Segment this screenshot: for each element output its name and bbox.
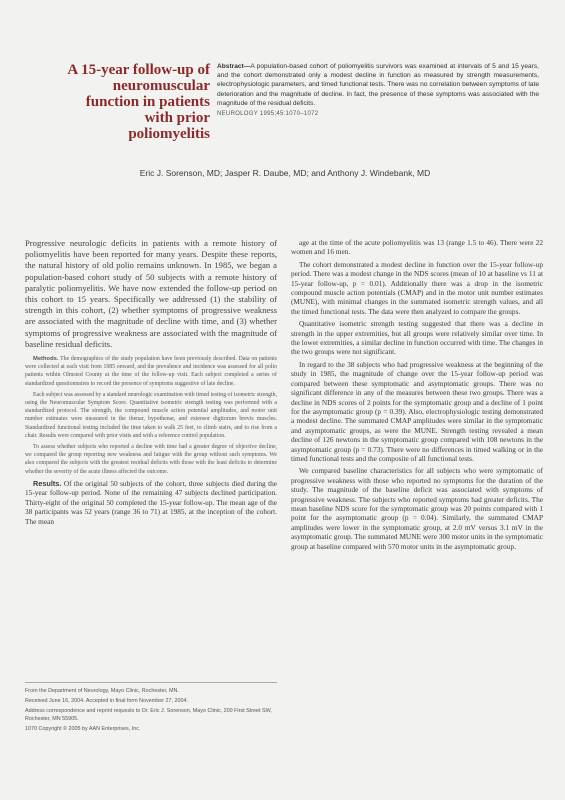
left-column: [25, 238, 277, 529]
results-paragraph: Of the original 50 subjects of the cohort, three subjects died during the 15-year follow-up period. None of the remaining 47 subjects declined participation. Thirty-eight of the original 50 completed the 15-year follow-up. The mean age of the 38 participants was 52 years (range 36 to 71) at 1985, at the inception of the cohort. The mean: [25, 478, 277, 526]
title-line: A 15-year follow-up of: [67, 62, 210, 78]
footnote-received: Received June 16, 2004. Accepted in final form November 27, 2004.: [25, 698, 189, 704]
body-paragraph: In regard to the 38 subjects who had progressive weakness at the beginning of the study in 1985, the magnitude of change over the 15-year follow-up period was compared between these symptomatic and asymptomatic groups. There was no significant difference in any of the measures between these two groups. There was a decline in NDS scores of 2 points for the symptomatic group and a decline of 1 point for the asymptomatic group (p = 0.39). Also, electrophysiologic testing demonstrated a modest decline. The summated CMAP amplitudes were similar in the symptomatic and asymptomatic groups, as were the MUNE. Strength testing revealed a mean decline of 126 newtons in the symptomatic group compared with 108 newtons in the asymptomatic group (p = 0.73). There were no differences in timed walking or in the timed functional tests and the composite of all functional tests.: [291, 359, 543, 463]
article-title: [25, 62, 210, 142]
title-line: neuromuscular: [112, 78, 210, 94]
title-line: with prior: [144, 110, 210, 126]
body-paragraph: age at the time of the acute poliomyelitis was 13 (range 1.5 to 46). There were 22 women and 16 men.: [291, 238, 543, 257]
methods-paragraph: To assess whether subjects who reported a decline with time had a greater degree of objective decline, we compared the group reporting new weakness and fatigue with the group without such symptoms. We also compared the subjects with the greatest residual deficits with those with the least deficits to determine whether the severity of the acute illness affected the outcome.: [25, 444, 277, 475]
introduction-paragraph: Progressive neurologic deficits in patients with a remote history of poliomyelitis have been reported for many years. Despite these reports, the natural history of old polio remains unknown. In 1985, we began a population-based cohort study of 50 subjects with a remote history of paralytic poliomyelitis. We have now extended the follow-up period on this cohort to 15 years. Specifically we addressed (1) the stability of strength in this cohort, (2) whether symptoms of progressive weakness are associated with the magnitude of decline with time, and (3) whether symptoms of progressive weakness are associated with the magnitude of baseline residual deficits.: [25, 238, 277, 349]
body-paragraph: We compared baseline characteristics for all subjects who were symptomatic of progressive weakness with those who reported no symptoms for the duration of the study. The magnitude of the baseline deficit was associated with symptoms of progressive weakness. The subjects who reported symptoms had greater deficits. The mean baseline NDS score for the symptomatic group was 20 points compared with 1 point for the asymptomatic group (p = 0.04). Similarly, the summated CMAP amplitudes were lower in the symptomatic group, at 2.0 mV versus 3.1 mV in the asymptomatic group. The summated MUNE were 300 motor units in the symptomatic group at baseline compared with 570 motor units in the asymptomatic group.: [291, 466, 543, 551]
footnotes: [25, 682, 277, 735]
methods-paragraph: The demographics of the study population have been previously described. Data on patients were collected at each visit from 1985 onward, and the prevalence and incidence was assessed for all polio patients within Olmsted County at the time of the follow-up visit. Each subject completed a series of standardized questionnaires to record the presence of symptoms suggestive of late decline.: [25, 356, 277, 387]
title-line: function in patients: [85, 94, 210, 110]
results-section: [25, 479, 277, 526]
right-column: [291, 238, 543, 554]
footnote-correspondence: Address correspondence and reprint requests to Dr. Eric J. Sorenson, Mayo Clinic, 200 First Street SW, Rochester, MN 55905.: [25, 708, 272, 722]
methods-heading: Methods.: [33, 356, 59, 363]
abstract-text: A population-based cohort of poliomyelitis survivors was examined at intervals of 5 and 15 years, and the cohort demonstrated only a modest decline in function as measured by strength measurements, electrophysiologic parameters, and timed functional tests. There was no correlation between symptoms of late deterioration and the magnitude of decline. In fact, the presence of these symptoms was associated with the magnitude of the residual deficits.: [217, 63, 539, 107]
citation-line: NEUROLOGY 1995;45:1070–1072: [217, 111, 319, 118]
results-heading: Results.: [33, 478, 62, 488]
abstract: [217, 62, 539, 119]
methods-paragraph: Each subject was assessed by a standard neurologic examination with timed testing of isometric strength, using the Neuromuscular Symptom Score. Quantitative isometric strength testing was performed with a standardized protocol. The strength, the compound muscle action potential amplitudes, and motor unit number estimates were measured in the thenar, hypothenar, and extensor digitorum brevis muscles. Standardized functional testing included the time taken to walk 25 feet, to climb stairs, and to rise from a chair. Results were compared with prior visits and with a reference control population.: [25, 391, 277, 439]
body-paragraph: The cohort demonstrated a modest decline in function over the 15-year follow-up period. There was a modest change in the NDS scores (mean of 10 at baseline vs 11 at 15-year follow-up, p = 0.01). Additionally there was a drop in the isometric compound muscle action potentials (CMAP) and in the motor unit number estimates (MUNE), with minimal changes in the summated isometric strength values, and all the timed functional tests. The data were then analyzed to compare the groups.: [291, 259, 543, 316]
abstract-label: Abstract—: [217, 63, 251, 70]
body-paragraph: Quantitative isometric strength testing suggested that there was a decline in strength in the upper extremities, but all groups were relatively similar over time. In the lower extremities, a similar decline in function occurred with time. The changes in the two groups were not significant.: [291, 319, 543, 357]
methods-section: [25, 355, 277, 476]
article-header: [25, 60, 545, 155]
footnote-copyright: 1070 Copyright © 2005 by AAN Enterprises, Inc.: [25, 726, 141, 732]
footnote-affiliation: From the Department of Neurology, Mayo Clinic, Rochester, MN.: [25, 688, 179, 694]
author-list: Eric J. Sorenson, MD; Jasper R. Daube, MD; and Anthony J. Windebank, MD: [139, 168, 431, 178]
title-line: poliomyelitis: [128, 126, 210, 142]
